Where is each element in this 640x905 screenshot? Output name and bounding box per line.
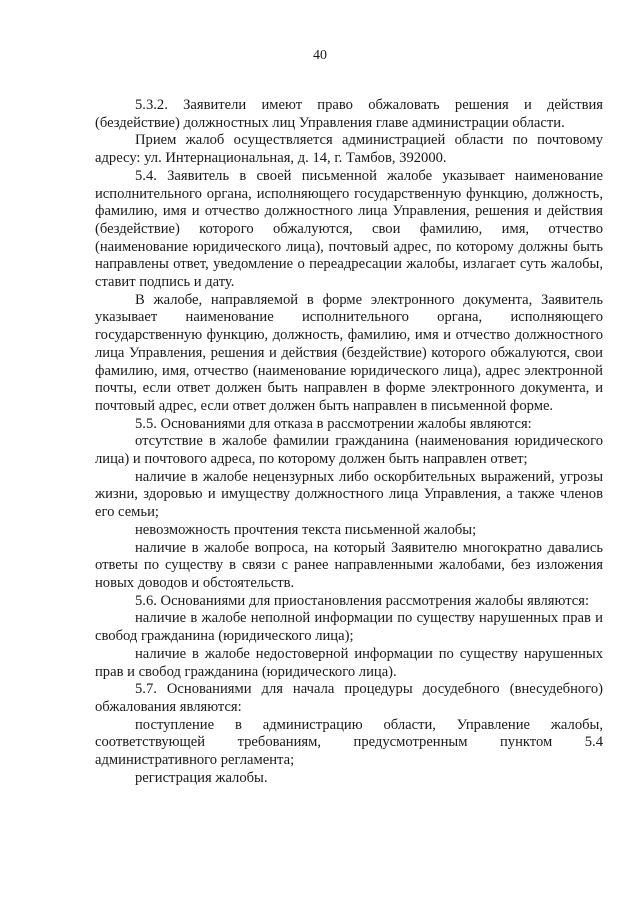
paragraph-5-4: 5.4. Заявитель в своей письменной жалобе указывает наименование исполнительного органа, исполняющего государственную функцию, должность, фамилию, имя и отчество должностного лица Управления, решения и действия (бездействие) которого обжалуются, свои фамилию, имя, отчество (наименование юридического лица), почтовый адрес, по которому должны быть направлены ответ, уведомление о переадресации жалобы, излагает суть жалобы, ставит подпись и дату.: [95, 167, 603, 291]
paragraph-incomplete-info: наличие в жалобе неполной информации по существу нарушенных прав и свобод гражданина (юридического лица);: [95, 610, 603, 645]
document-body: [95, 97, 603, 787]
paragraph-5-6: 5.6. Основаниями для приостановления рассмотрения жалобы являются:: [135, 592, 590, 609]
paragraph-no-surname: отсутствие в жалобе фамилии гражданина (наименования юридического лица) и почтового адреса, по которому должен быть направлен ответ;: [95, 433, 603, 468]
paragraph-5-7: 5.7. Основаниями для начала процедуры досудебного (внесудебного) обжалования являются:: [95, 681, 603, 715]
paragraph-unreadable: невозможность прочтения текста письменной жалобы;: [135, 521, 477, 538]
paragraph-electronic-complaint: В жалобе, направляемой в форме электронного документа, Заявитель указывает наименование исполнительного органа, исполняющего государственную функцию, должность, фамилию, имя и отчество должностного лица Управления, решения и действия (бездействие) которого обжалуются, свои фамилию, имя, отчество (наименование юридического лица), адрес электронной почты, если ответ должен быть направлен в форме электронного документа, и почтовый адрес, если ответ должен быть направлен в письменной форме.: [95, 291, 603, 414]
paragraph-5-3-2: 5.3.2. Заявители имеют право обжаловать решения и действия (бездействие) должностных лиц Управления главе администрации области.: [95, 97, 603, 131]
paragraph-receipt: поступление в администрацию области, Управление жалобы, соответствующей требованиям, предусмотренным пунктом 5.4 административного регламента;: [95, 716, 603, 769]
paragraph-repeated-question: наличие в жалобе вопроса, на который Заявителю многократно давались ответы по существу в связи с ранее направленными жалобами, без изложения новых доводов и обстоятельств.: [95, 539, 603, 591]
paragraph-obscene-language: наличие в жалобе нецензурных либо оскорбительных выражений, угрозы жизни, здоровью и имуществу должностного лица Управления, а также членов его семьи;: [95, 468, 603, 521]
paragraph-registration: регистрация жалобы.: [135, 769, 268, 786]
page-number: 40: [313, 48, 327, 63]
paragraph-unreliable-info: наличие в жалобе недостоверной информации по существу нарушенных прав и свобод гражданина (юридического лица).: [95, 645, 603, 680]
paragraph-complaint-address: Прием жалоб осуществляется администрацией области по почтовому адресу: ул. Интернациональная, д. 14, г. Тамбов, 392000.: [95, 132, 603, 167]
paragraph-5-5: 5.5. Основаниями для отказа в рассмотрении жалобы являются:: [135, 415, 532, 432]
